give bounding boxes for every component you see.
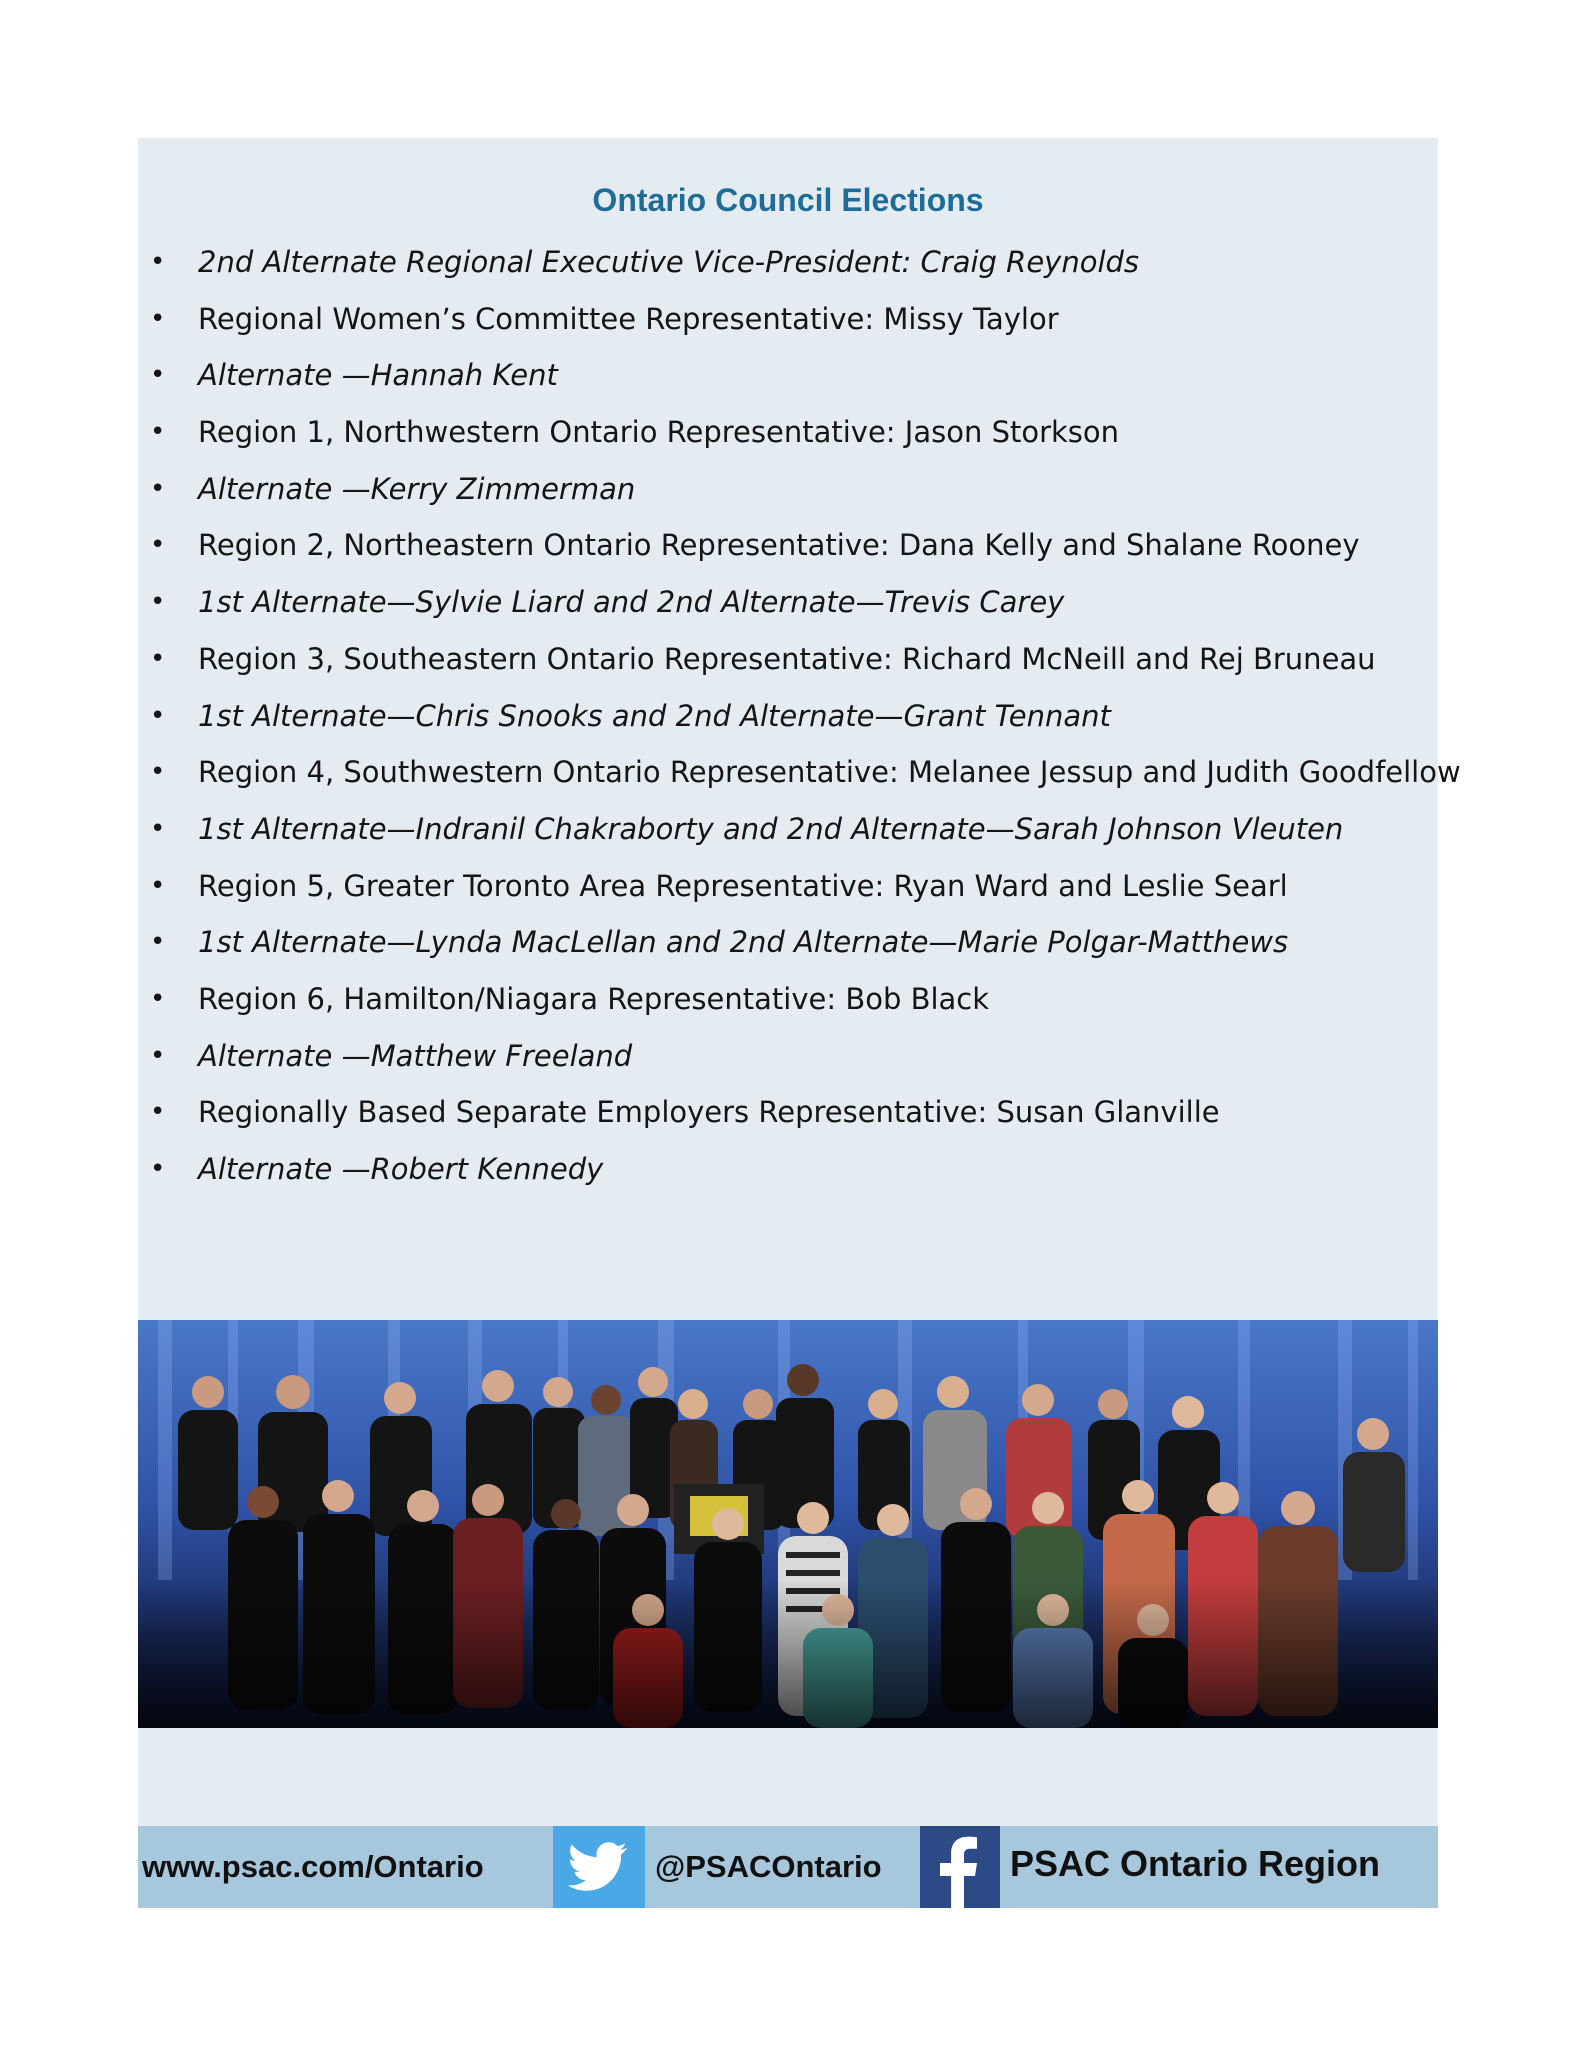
bullet-icon: • [150, 587, 166, 618]
footer-bar [138, 1826, 1438, 1908]
list-item-text: 2nd Alternate Regional Executive Vice-President: Craig Reynolds [198, 245, 1140, 279]
list-item [148, 461, 1438, 518]
list-item-text: Alternate —Hannah Kent [198, 358, 558, 393]
bullet-icon: • [150, 417, 166, 448]
list-item-text: Region 5, Greater Toronto Area Representative: Ryan Ward and Leslie Searl [198, 868, 1288, 903]
list-item [148, 801, 1438, 858]
website-link[interactable]: www.psac.com/Ontario [142, 1849, 484, 1884]
bullet-icon: • [150, 530, 166, 561]
bullet-icon: • [150, 643, 166, 674]
group-photo [138, 1320, 1438, 1728]
bullet-icon: • [150, 303, 166, 334]
bullet-icon: • [150, 1097, 166, 1128]
list-item-text: 1st Alternate—Chris Snooks and 2nd Alternate—Grant Tennant [198, 698, 1111, 733]
list-item [148, 517, 1438, 574]
list-item [148, 971, 1438, 1028]
list-item-text: Region 2, Northeastern Ontario Representative: Dana Kelly and Shalane Rooney [198, 528, 1360, 563]
list-item [148, 914, 1438, 971]
election-list [148, 234, 1461, 1198]
bullet-icon: • [150, 983, 166, 1014]
list-item [148, 574, 1438, 631]
bullet-icon: • [150, 1154, 166, 1184]
bullet-icon: • [150, 870, 166, 901]
list-item-text: Alternate —Robert Kennedy [198, 1152, 604, 1186]
list-item-text: Region 1, Northwestern Ontario Representative: Jason Storkson [198, 415, 1120, 450]
list-item [148, 1028, 1438, 1085]
facebook-page-name[interactable]: PSAC Ontario Region [1010, 1843, 1381, 1884]
content-panel [138, 138, 1461, 1908]
list-item [148, 688, 1438, 745]
twitter-bird-icon[interactable] [553, 1826, 645, 1908]
bullet-icon: • [150, 927, 166, 958]
list-item-text: Regional Women’s Committee Representative: Missy Taylor [198, 301, 1059, 336]
list-item-text: 1st Alternate—Lynda MacLellan and 2nd Alternate—Marie Polgar-Matthews [198, 925, 1289, 960]
bullet-icon: • [150, 813, 166, 844]
list-item [148, 744, 1461, 801]
list-item [148, 291, 1438, 348]
list-item-text: Regionally Based Separate Employers Representative: Susan Glanville [198, 1095, 1220, 1130]
list-item [148, 347, 1438, 404]
twitter-handle[interactable]: @PSACOntario [655, 1849, 882, 1884]
list-item-text: Alternate —Matthew Freeland [198, 1038, 633, 1073]
bullet-icon: • [150, 473, 166, 504]
list-item [148, 858, 1438, 915]
list-item-text: 1st Alternate—Sylvie Liard and 2nd Alternate—Trevis Carey [198, 585, 1065, 620]
facebook-f-icon[interactable] [920, 1826, 1000, 1908]
list-item-text: Region 3, Southeastern Ontario Representative: Richard McNeill and Rej Bruneau [198, 641, 1376, 676]
list-item [148, 1141, 1438, 1198]
bullet-icon: • [150, 1040, 166, 1071]
page-title: Ontario Council Elections [592, 182, 984, 218]
bullet-icon: • [150, 757, 166, 788]
bullet-icon: • [150, 700, 166, 731]
list-item [148, 631, 1438, 688]
bullet-icon: • [150, 247, 166, 277]
list-item [148, 234, 1438, 291]
list-item-text: Alternate —Kerry Zimmerman [198, 471, 636, 506]
list-item [148, 1084, 1438, 1141]
list-item-text: 1st Alternate—Indranil Chakraborty and 2nd Alternate—Sarah Johnson Vleuten [198, 811, 1344, 846]
list-item-text: Region 6, Hamilton/Niagara Representative: Bob Black [198, 981, 990, 1016]
list-item-text: Region 4, Southwestern Ontario Representative: Melanee Jessup and Judith Goodfellow [198, 755, 1461, 790]
group-photo-illustration [138, 1320, 1438, 1728]
list-item [148, 404, 1438, 461]
bullet-icon: • [150, 360, 166, 391]
